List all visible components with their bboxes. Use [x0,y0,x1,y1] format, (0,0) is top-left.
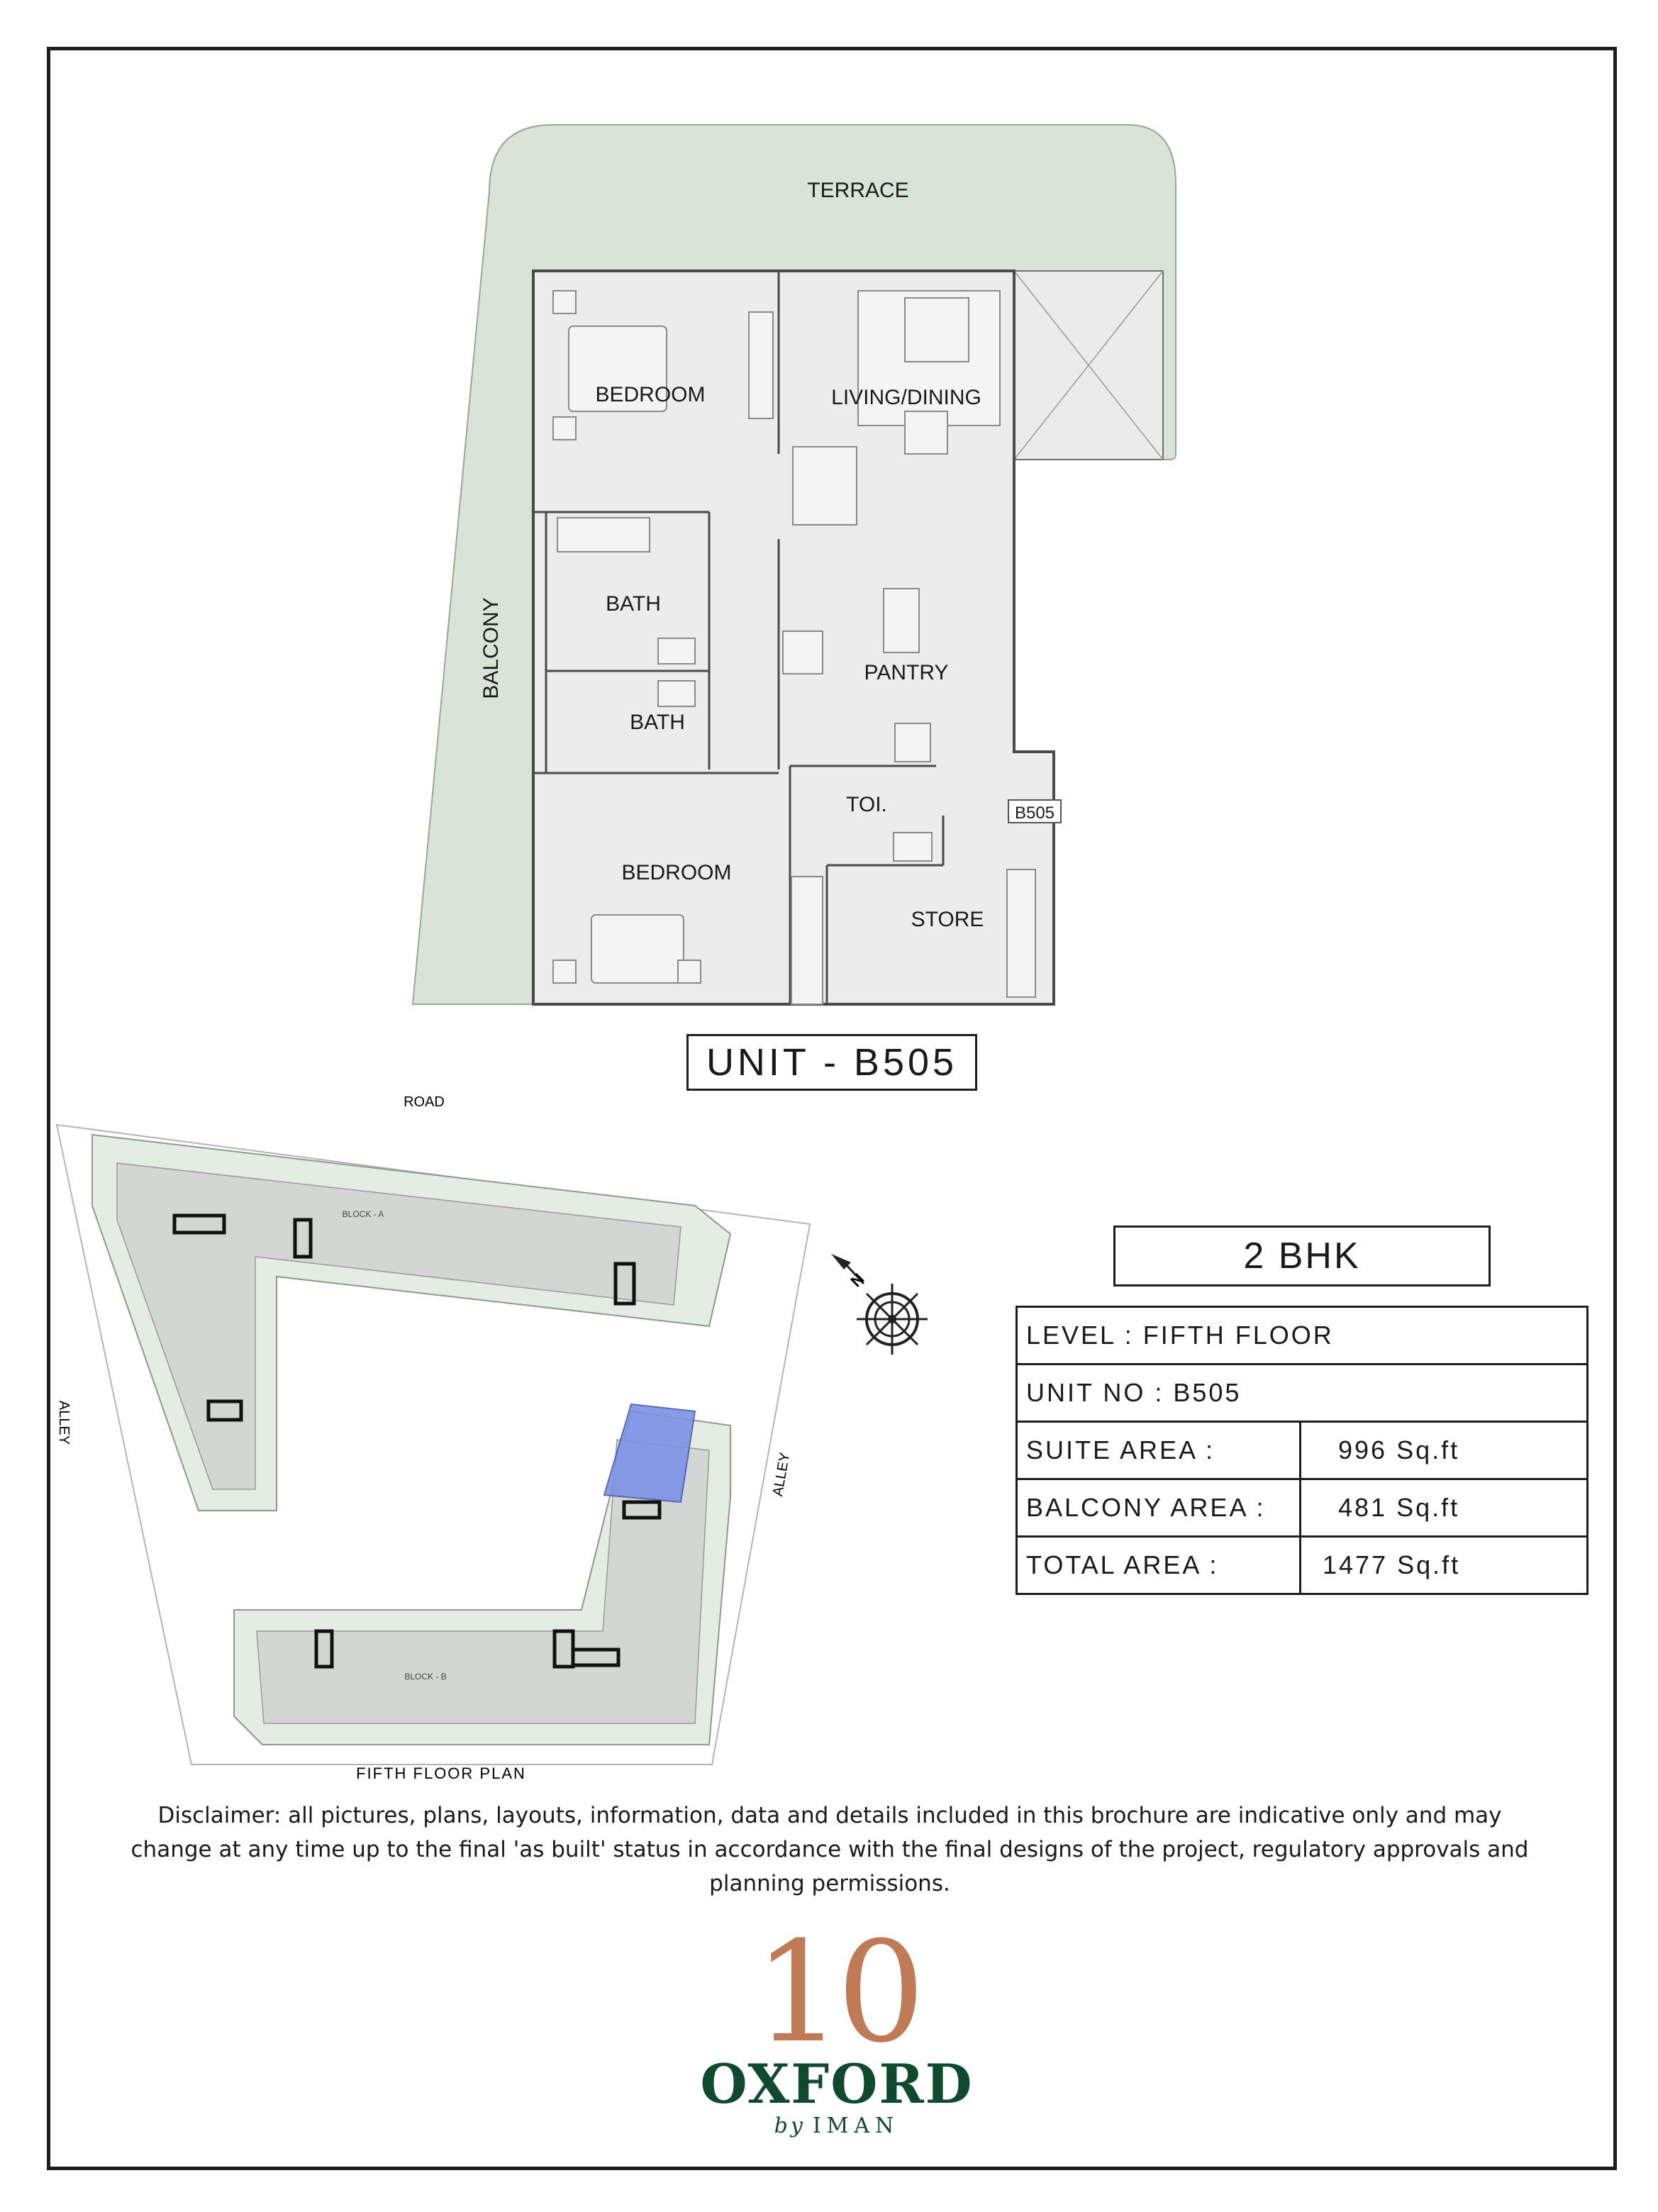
room-label-bedroom-1: BEDROOM [595,383,706,406]
spec-suite-area-value: 996 Sq.ft [1301,1422,1588,1479]
spec-row-level [1017,1307,1588,1365]
room-label-bath-2: BATH [630,711,685,734]
room-label-terrace: TERRACE [807,179,909,202]
room-label-bath-1: BATH [606,592,661,616]
room-label-bedroom-2: BEDROOM [621,861,732,884]
spec-balcony-area-value: 481 Sq.ft [1301,1479,1588,1537]
unit-title: UNIT - B505 [686,1034,977,1091]
spec-row-balcony-area [1017,1479,1588,1537]
unit-door-tag: B505 [1014,804,1055,823]
logo-by: by [774,2113,806,2138]
logo-byline [681,2113,993,2138]
room-label-toilet: TOI. [846,793,887,816]
unit-type-box: 2 BHK [1113,1226,1491,1286]
north-compass-icon [831,1254,928,1355]
logo-developer: IMAN [812,2113,900,2138]
logo-number: 10 [754,1912,920,2074]
site-plan-caption: FIFTH FLOOR PLAN [356,1764,526,1782]
unit-floor-plan [397,113,1206,1021]
unit-specs-table [1016,1306,1589,1595]
room-label-living-dining: LIVING/DINING [831,386,981,409]
room-label-balcony: BALCONY [479,597,503,699]
spec-balcony-area-label: BALCONY AREA : [1017,1479,1301,1537]
spec-row-unit-no [1017,1365,1588,1422]
north-label: N [847,1269,868,1291]
site-block-a-label: BLOCK - A [342,1209,384,1219]
spec-total-area-value: 1477 Sq.ft [1301,1537,1588,1594]
spec-level: LEVEL : FIFTH FLOOR [1017,1307,1588,1365]
spec-row-total-area [1017,1537,1588,1594]
logo-name: OXFORD [700,2052,974,2116]
spec-unit-no: UNIT NO : B505 [1017,1365,1588,1422]
fifth-floor-site-plan [50,1085,972,1787]
site-block-b-label: BLOCK - B [404,1672,447,1682]
brand-logo [681,1912,993,2138]
room-label-pantry: PANTRY [864,661,949,684]
site-alley-right-label: ALLEY [769,1451,794,1498]
spec-total-area-label: TOTAL AREA : [1017,1537,1301,1594]
room-label-store: STORE [911,908,984,931]
spec-row-suite-area [1017,1422,1588,1479]
spec-suite-area-label: SUITE AREA : [1017,1422,1301,1479]
site-alley-left-label: ALLEY [56,1400,72,1445]
highlighted-unit-b505 [604,1404,695,1502]
site-road-label: ROAD [404,1094,445,1110]
disclaimer-text: Disclaimer: all pictures, plans, layouts, information, data and details included in this brochure are indicative only and may change at any time up to the final 'as built' status in accordance with the final designs of the project, regulatory approvals and planning permissions. [130,1803,1529,1896]
